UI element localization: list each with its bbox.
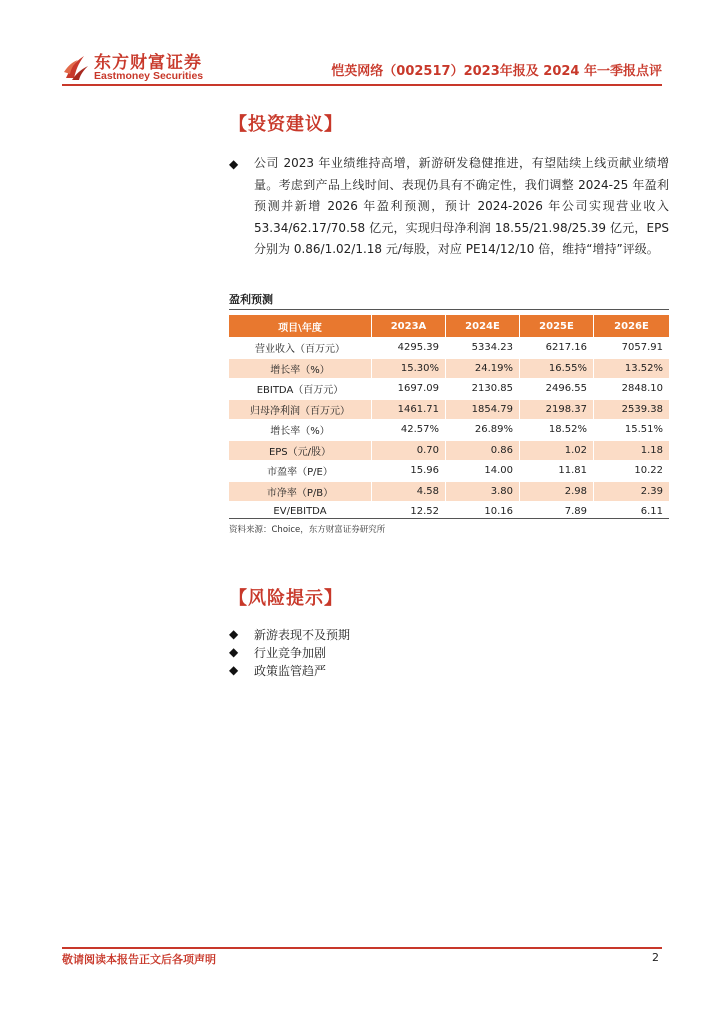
table-cell: 1697.09	[371, 379, 445, 399]
page-number: 2	[652, 951, 659, 964]
table-cell: 11.81	[519, 461, 593, 481]
table-cell: 10.22	[593, 461, 669, 481]
logo-text-en: Eastmoney Securities	[94, 70, 204, 82]
column-header: 2023A	[371, 315, 445, 337]
table-cell: 14.00	[445, 461, 519, 481]
risk-item-text: 政策监管趋严	[254, 664, 327, 678]
table-cell: 7057.91	[593, 338, 669, 358]
footer-divider	[62, 947, 662, 949]
diamond-bullet-icon: ◆	[229, 645, 239, 659]
table-cell: 4295.39	[371, 338, 445, 358]
data-source-note: 资料来源：Choice，东方财富证券研究所	[229, 525, 386, 535]
table-cell: 2.39	[593, 482, 669, 502]
risk-item-text: 行业竞争加剧	[254, 646, 327, 660]
table-cell: 2198.37	[519, 400, 593, 420]
table-top-divider	[229, 309, 669, 310]
report-title: 恺英网络（002517）2023年报及 2024 年一季报点评	[331, 64, 662, 79]
forecast-table-title: 盈利预测	[229, 293, 273, 306]
table-cell: 4.58	[371, 482, 445, 502]
table-cell: 0.70	[371, 441, 445, 461]
table-row	[229, 482, 669, 502]
table-cell: 1854.79	[445, 400, 519, 420]
table-cell: 16.55%	[519, 359, 593, 379]
table-header-row	[229, 315, 669, 337]
row-label: 增长率（%）	[229, 359, 371, 379]
investment-advice-text: 公司 2023 年业绩维持高增，新游研发稳健推进，有望陆续上线贡献业绩增量。考虑到产品上线时间、表现仍具有不确定性，我们调整 2024-25 年盈利预测并新增 2026 年盈利预测，预计 2024-2026 年公司实现营业收入53.34/62.17/70.58 亿元，实现归母净利润 18.55/21.98/25.39 亿元，EPS 分别为 0.86/1.02/1.18 元/每股，对应 PE14/12/10 倍，维持“增持”评级。	[254, 156, 669, 256]
table-cell: 0.86	[445, 441, 519, 461]
table-cell: 15.30%	[371, 359, 445, 379]
table-cell: 2130.85	[445, 379, 519, 399]
table-cell: 15.96	[371, 461, 445, 481]
table-row	[229, 461, 669, 481]
diamond-bullet-icon: ◆	[229, 663, 239, 677]
company-logo	[62, 48, 212, 88]
table-cell: 1.18	[593, 441, 669, 461]
table-row	[229, 338, 669, 358]
row-label: 归母净利润（百万元）	[229, 400, 371, 420]
row-label: 增长率（%）	[270, 426, 330, 438]
row-label: 营业收入（百万元）	[255, 344, 345, 356]
table-cell: 3.80	[445, 482, 519, 502]
table-cell: 24.19%	[445, 359, 519, 379]
table-cell: 12.52	[371, 502, 445, 522]
table-cell: 1.02	[519, 441, 593, 461]
table-row	[229, 420, 669, 440]
column-header: 项目\年度	[229, 315, 371, 337]
table-bottom-divider	[229, 518, 669, 519]
table-cell: 2.98	[519, 482, 593, 502]
forecast-table	[229, 314, 669, 523]
table-cell: 10.16	[445, 502, 519, 522]
diamond-bullet-icon: ◆	[229, 627, 239, 641]
table-cell: 18.52%	[519, 420, 593, 440]
row-label: EV/EBITDA	[273, 506, 327, 518]
table-cell: 2848.10	[593, 379, 669, 399]
row-label: EBITDA（百万元）	[256, 385, 344, 397]
footer-disclaimer: 敬请阅读本报告正文后各项声明	[62, 953, 216, 966]
investment-advice-title: 【投资建议】	[229, 114, 343, 135]
table-cell: 2496.55	[519, 379, 593, 399]
table-cell: 2539.38	[593, 400, 669, 420]
column-header: 2026E	[593, 315, 669, 337]
logo-text-cn: 东方财富证券	[94, 53, 202, 73]
table-row	[229, 400, 669, 420]
eastmoney-logo-icon	[62, 52, 90, 82]
table-cell: 26.89%	[445, 420, 519, 440]
table-cell: 42.57%	[371, 420, 445, 440]
diamond-bullet-icon: ◆	[229, 157, 239, 171]
table-cell: 13.52%	[593, 359, 669, 379]
investment-advice-bullet	[229, 153, 669, 261]
risk-item-text: 新游表现不及预期	[254, 628, 351, 642]
table-cell: 6.11	[593, 502, 669, 522]
row-label: EPS（元/股）	[229, 441, 371, 461]
row-label: 市盈率（P/E）	[267, 467, 333, 479]
table-row	[229, 441, 669, 461]
risk-warning-title: 【风险提示】	[229, 588, 343, 609]
row-label: 市净率（P/B）	[229, 482, 371, 502]
table-row	[229, 379, 669, 399]
table-cell: 15.51%	[593, 420, 669, 440]
table-row	[229, 359, 669, 379]
column-header: 2024E	[445, 315, 519, 337]
header-divider	[62, 84, 662, 86]
column-header: 2025E	[519, 315, 593, 337]
table-cell: 5334.23	[445, 338, 519, 358]
table-cell: 7.89	[519, 502, 593, 522]
table-cell: 1461.71	[371, 400, 445, 420]
table-cell: 6217.16	[519, 338, 593, 358]
